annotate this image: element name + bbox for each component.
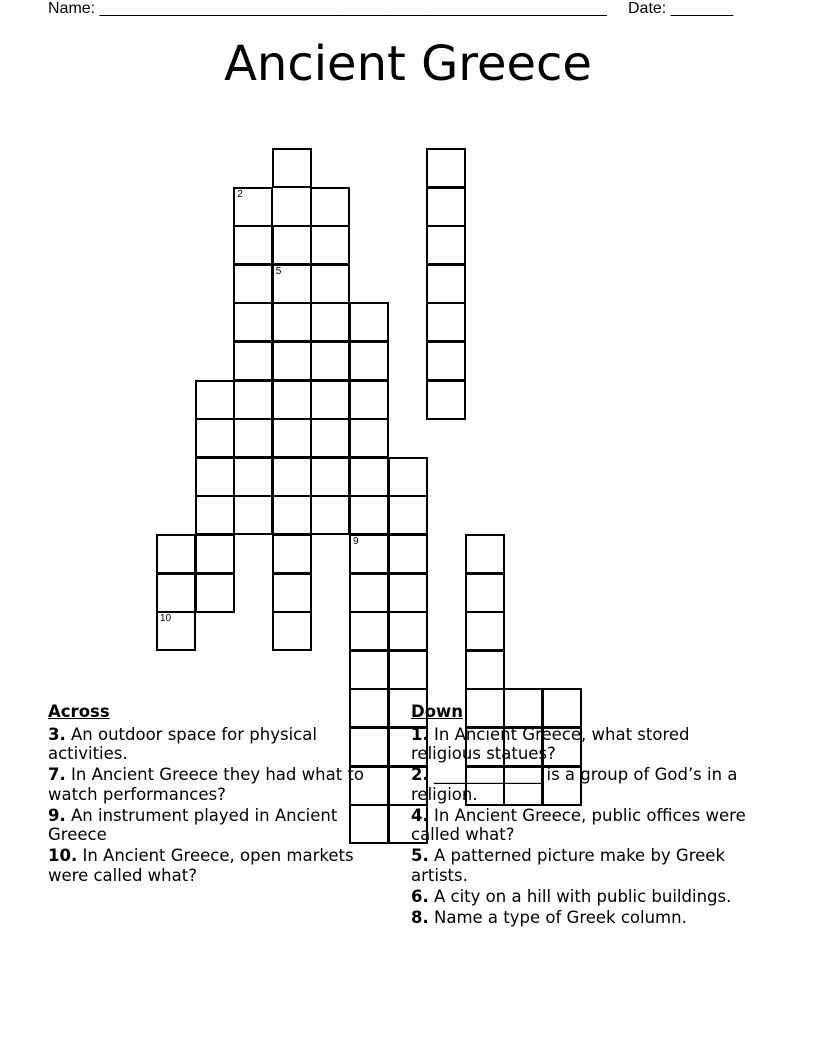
grid-cell[interactable]	[349, 418, 389, 458]
clue-number: 7.	[48, 765, 66, 784]
grid-cell[interactable]	[426, 225, 466, 265]
grid-cell[interactable]	[310, 495, 350, 535]
grid-cell[interactable]	[272, 457, 312, 497]
grid-cell[interactable]	[272, 611, 312, 651]
grid-cell[interactable]	[349, 650, 389, 690]
clue-text: An outdoor space for physical activities.	[48, 724, 317, 763]
clue-number-label: 10	[160, 613, 172, 625]
grid-cell[interactable]	[156, 534, 196, 574]
down-clue	[411, 908, 746, 928]
clue-text: An instrument played in Ancient Greece	[48, 805, 338, 844]
clue-text: A patterned picture make by Greek artists.	[411, 846, 725, 885]
grid-cell[interactable]	[388, 650, 428, 690]
grid-cell[interactable]	[195, 418, 235, 458]
grid-cell[interactable]	[272, 341, 312, 381]
clue-number: 8.	[411, 907, 429, 927]
grid-cell[interactable]	[272, 225, 312, 265]
grid-cell[interactable]	[465, 611, 505, 651]
grid-cell[interactable]	[349, 457, 389, 497]
clue-text: In Ancient Greece they had what to watch performances?	[48, 765, 364, 804]
clue-number-label: 5	[275, 265, 282, 277]
clue-number: 3.	[48, 724, 66, 744]
grid-cell[interactable]	[465, 534, 505, 574]
down-clue	[411, 765, 746, 804]
across-clue	[48, 846, 383, 885]
down-clue	[411, 846, 746, 885]
grid-cell[interactable]	[195, 380, 235, 420]
clue-text: Name a type of Greek column.	[428, 907, 687, 927]
grid-cell[interactable]	[310, 341, 350, 381]
page-title: Ancient Greece	[224, 36, 592, 92]
grid-cell[interactable]	[310, 418, 350, 458]
grid-cell[interactable]	[233, 187, 273, 227]
clue-text: _____________ is a group of God’s in a religion.	[411, 765, 738, 804]
grid-cell[interactable]	[310, 380, 350, 420]
grid-cell[interactable]	[465, 573, 505, 613]
grid-cell[interactable]	[388, 611, 428, 651]
clue-text: In Ancient Greece, open markets were called what?	[48, 846, 354, 885]
grid-cell[interactable]	[272, 148, 312, 188]
clue-number-label: 9	[353, 536, 359, 547]
grid-cell[interactable]	[195, 573, 235, 613]
clue-number-label: 2	[237, 188, 243, 200]
grid-cell[interactable]	[349, 341, 389, 381]
grid-cell[interactable]	[195, 457, 235, 497]
grid-cell[interactable]	[426, 341, 466, 381]
grid-cell[interactable]	[272, 534, 312, 574]
grid-cell[interactable]	[156, 611, 196, 651]
grid-cell[interactable]	[426, 302, 466, 342]
grid-cell[interactable]	[388, 573, 428, 613]
grid-cell[interactable]	[195, 534, 235, 574]
grid-cell[interactable]	[388, 495, 428, 535]
grid-cell[interactable]	[272, 380, 312, 420]
grid-cell[interactable]	[426, 264, 466, 304]
grid-cell[interactable]	[233, 225, 273, 265]
across-clues	[48, 702, 383, 887]
grid-cell[interactable]	[426, 187, 466, 227]
grid-cell[interactable]	[349, 534, 389, 574]
grid-cell[interactable]	[310, 302, 350, 342]
grid-cell[interactable]	[272, 302, 312, 342]
grid-cell[interactable]	[233, 264, 273, 304]
grid-cell[interactable]	[388, 457, 428, 497]
down-clues	[411, 702, 746, 929]
grid-cell[interactable]	[349, 380, 389, 420]
name-field-label: Name: _________________________________________________________	[48, 0, 607, 17]
grid-cell[interactable]	[310, 264, 350, 304]
clue-number: 1.	[411, 724, 429, 744]
grid-cell[interactable]	[310, 457, 350, 497]
across-heading: Across	[48, 702, 110, 721]
clue-number: 9.	[48, 805, 66, 825]
grid-cell[interactable]	[310, 187, 350, 227]
grid-cell[interactable]	[233, 380, 273, 420]
clue-text: In Ancient Greece, public offices were called what?	[411, 805, 746, 844]
grid-cell[interactable]	[426, 148, 466, 188]
grid-cell[interactable]	[233, 457, 273, 497]
down-clue	[411, 806, 746, 845]
grid-cell[interactable]	[349, 573, 389, 613]
grid-cell[interactable]	[233, 418, 273, 458]
grid-cell[interactable]	[349, 302, 389, 342]
clue-number: 2.	[411, 765, 429, 784]
down-clue	[411, 887, 746, 907]
clue-text: A city on a hill with public buildings.	[428, 886, 732, 906]
grid-cell[interactable]	[233, 495, 273, 535]
date-field-label: Date: _______	[628, 0, 733, 17]
down-clue	[411, 725, 746, 764]
grid-cell[interactable]	[349, 495, 389, 535]
clue-number: 10.	[48, 846, 78, 865]
grid-cell[interactable]	[233, 302, 273, 342]
grid-cell[interactable]	[156, 573, 196, 613]
down-heading: Down	[411, 702, 464, 721]
grid-cell[interactable]	[426, 380, 466, 420]
clue-number: 6.	[411, 886, 429, 906]
grid-cell[interactable]	[465, 650, 505, 690]
clue-number: 5.	[411, 846, 429, 865]
across-clue	[48, 725, 383, 764]
grid-cell[interactable]	[349, 611, 389, 651]
across-clue	[48, 765, 383, 804]
grid-cell[interactable]	[195, 495, 235, 535]
clue-number: 4.	[411, 805, 429, 825]
across-clue	[48, 806, 383, 845]
grid-cell[interactable]	[272, 264, 312, 304]
grid-cell[interactable]	[388, 534, 428, 574]
grid-cell[interactable]	[272, 495, 312, 535]
grid-cell[interactable]	[272, 418, 312, 458]
clue-text: In Ancient Greece, what stored religious statues?	[411, 724, 690, 763]
grid-cell[interactable]	[233, 341, 273, 381]
grid-cell[interactable]	[310, 225, 350, 265]
grid-cell[interactable]	[272, 573, 312, 613]
